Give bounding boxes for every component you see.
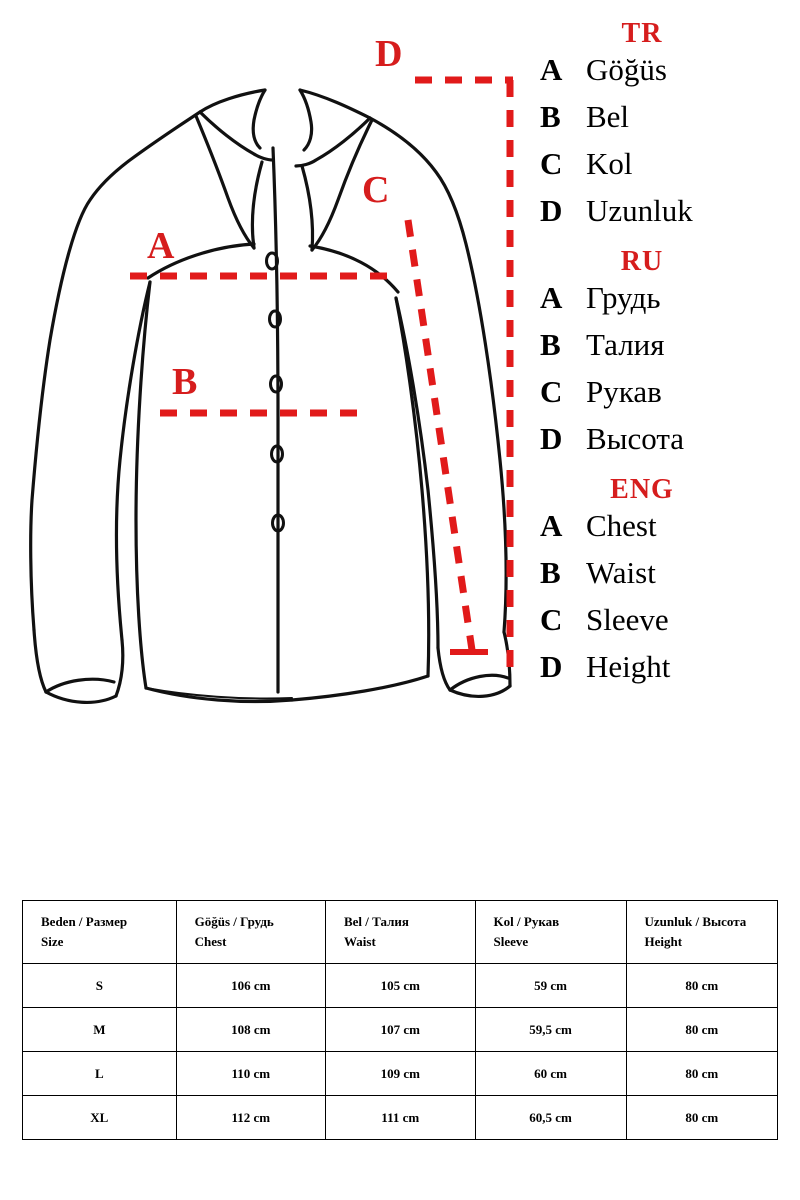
header-line-2: Chest: [194, 934, 227, 949]
column-header-chest: [176, 901, 325, 964]
header-line-2: Waist: [343, 934, 376, 949]
cell-sleeve: 59,5 cm: [475, 1008, 626, 1052]
header-line-1: Beden / Размер: [41, 913, 128, 929]
legend-key: C: [540, 374, 563, 409]
legend-value: Göğüs: [586, 52, 667, 87]
legend-value: Waist: [586, 555, 656, 590]
cell-size: L: [23, 1052, 177, 1096]
cell-height: 80 cm: [626, 964, 777, 1008]
cell-size: XL: [23, 1096, 177, 1140]
legend-key: A: [540, 280, 563, 315]
size-table-wrapper: [22, 900, 778, 1140]
legend-row-tr-c: [540, 146, 792, 193]
column-header-waist: [325, 901, 475, 964]
legend-row-eng-d: [540, 649, 792, 696]
column-header-size: [23, 901, 177, 964]
legend-value: Chest: [586, 508, 657, 543]
label-a: A: [147, 225, 175, 267]
garment-illustration-svg: [10, 20, 540, 720]
cell-height: 80 cm: [626, 1008, 777, 1052]
legend-key: C: [540, 602, 563, 637]
legend: [540, 18, 792, 702]
legend-key: C: [540, 146, 563, 181]
legend-key: B: [540, 555, 561, 590]
legend-value: Sleeve: [586, 602, 669, 637]
legend-value: Kol: [586, 146, 633, 181]
column-header-sleeve: [475, 901, 626, 964]
legend-value: Height: [586, 649, 671, 684]
legend-heading-eng: ENG: [610, 474, 674, 505]
legend-heading-ru: RU: [620, 246, 664, 277]
legend-row-ru-a: [540, 280, 792, 327]
header-line-1: Göğüs / Грудь: [194, 913, 274, 929]
header-line-2: Sleeve: [493, 934, 529, 949]
legend-row-eng-a: [540, 508, 792, 555]
header-line-1: Bel / Талия: [343, 913, 409, 929]
legend-value: Грудь: [586, 280, 661, 315]
cell-sleeve: 59 cm: [475, 964, 626, 1008]
size-table-head: [23, 901, 778, 964]
legend-value: Bel: [586, 99, 630, 134]
table-row: [23, 964, 778, 1008]
cell-sleeve: 60 cm: [475, 1052, 626, 1096]
legend-value: Рукав: [586, 374, 662, 409]
legend-row-ru-b: [540, 327, 792, 374]
legend-key: D: [540, 421, 563, 456]
legend-row-eng-c: [540, 602, 792, 649]
header-line-2: Height: [644, 934, 683, 949]
legend-key: D: [540, 649, 563, 684]
label-d: D: [375, 33, 403, 75]
table-header-row: [23, 901, 778, 964]
legend-key: D: [540, 193, 563, 228]
cell-height: 80 cm: [626, 1052, 777, 1096]
label-c: C: [362, 169, 390, 211]
cell-sleeve: 60,5 cm: [475, 1096, 626, 1140]
legend-group-ru: [540, 246, 792, 468]
legend-value: Uzunluk: [586, 193, 693, 228]
legend-key: A: [540, 508, 563, 543]
cell-waist: 109 cm: [325, 1052, 475, 1096]
cell-chest: 106 cm: [176, 964, 325, 1008]
column-header-height: [626, 901, 777, 964]
header-line-2: Size: [41, 934, 64, 949]
legend-row-eng-b: [540, 555, 792, 602]
size-table-body: [23, 964, 778, 1140]
cell-chest: 112 cm: [176, 1096, 325, 1140]
legend-key: A: [540, 52, 563, 87]
legend-row-tr-a: [540, 52, 792, 99]
cell-chest: 110 cm: [176, 1052, 325, 1096]
cell-size: M: [23, 1008, 177, 1052]
legend-row-tr-b: [540, 99, 792, 146]
legend-row-ru-c: [540, 374, 792, 421]
table-row: [23, 1008, 778, 1052]
table-row: [23, 1096, 778, 1140]
cell-waist: 105 cm: [325, 964, 475, 1008]
legend-row-tr-d: [540, 193, 792, 240]
header-line-1: Uzunluk / Высота: [644, 913, 747, 929]
size-table: [22, 900, 778, 1140]
header-line-1: Kol / Рукав: [493, 913, 560, 929]
legend-key: B: [540, 99, 561, 134]
label-b: B: [172, 361, 198, 403]
cell-waist: 107 cm: [325, 1008, 475, 1052]
cell-size: S: [23, 964, 177, 1008]
cell-waist: 111 cm: [325, 1096, 475, 1140]
legend-value: Талия: [586, 327, 665, 362]
cell-chest: 108 cm: [176, 1008, 325, 1052]
table-row: [23, 1052, 778, 1096]
legend-group-eng: [540, 474, 792, 696]
legend-row-ru-d: [540, 421, 792, 468]
cell-height: 80 cm: [626, 1096, 777, 1140]
legend-value: Высота: [586, 421, 685, 456]
legend-heading-tr: TR: [621, 18, 663, 49]
legend-key: B: [540, 327, 561, 362]
legend-group-tr: [540, 18, 792, 240]
